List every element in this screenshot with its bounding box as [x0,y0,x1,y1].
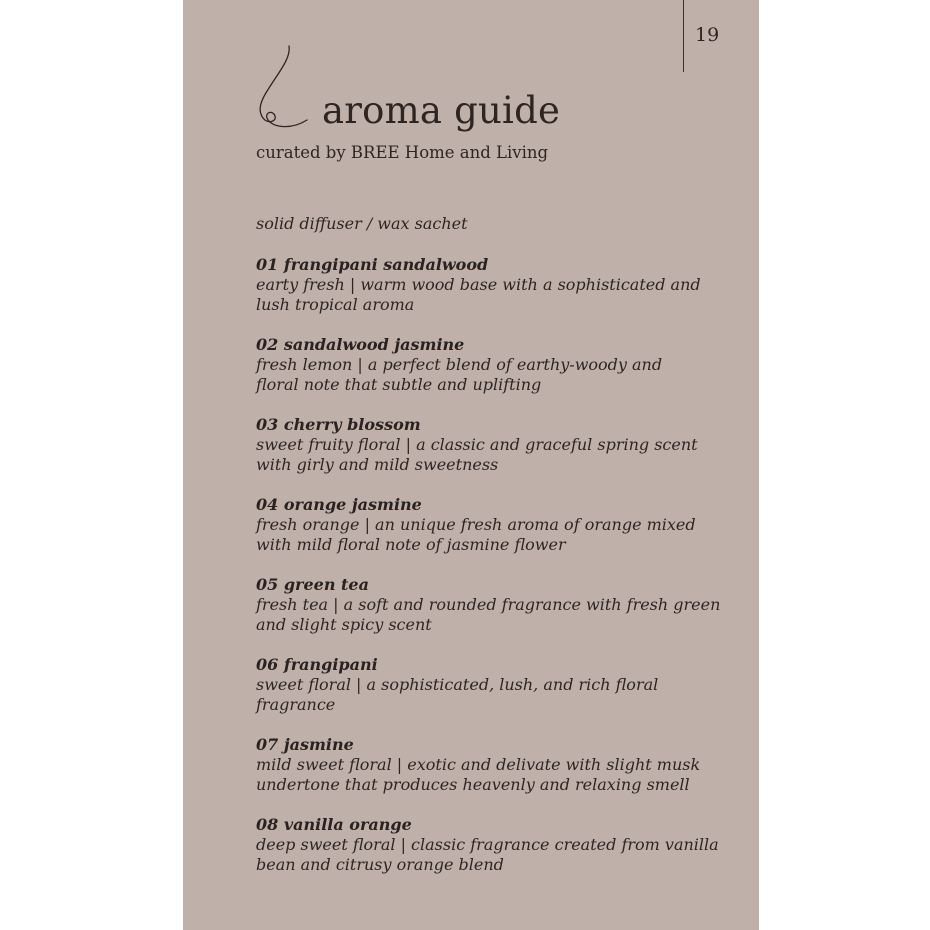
aroma-description: floral note that subtle and uplifting [256,375,542,394]
aroma-description: deep sweet floral | classic fragrance created from vanilla [256,835,719,854]
aroma-description: lush tropical aroma [256,295,415,314]
aroma-description: with girly and mild sweetness [256,455,499,474]
aroma-description: sweet fruity floral | a classic and graceful spring scent [256,435,698,454]
aroma-name: 01 frangipani sandalwood [256,255,489,274]
aroma-description: sweet floral | a sophisticated, lush, and rich floral [256,675,659,694]
aroma-list [256,255,736,895]
aroma-name: 06 frangipani [256,655,378,674]
aroma-description: fresh orange | an unique fresh aroma of orange mixed [256,515,696,534]
aroma-name: 03 cherry blossom [256,415,421,434]
aroma-description: and slight spicy scent [256,615,432,634]
aroma-description: fresh tea | a soft and rounded fragrance with fresh green [256,595,721,614]
aroma-description: fresh lemon | a perfect blend of earthy-woody and [256,355,663,374]
aroma-guide-page [183,0,759,930]
aroma-description: undertone that produces heavenly and relaxing smell [256,775,690,794]
aroma-description: fragrance [256,695,336,714]
aroma-description: earty fresh | warm wood base with a sophisticated and [256,275,701,294]
aroma-item [256,735,736,815]
aroma-item [256,655,736,735]
page-subtitle: curated by BREE Home and Living [256,143,549,162]
aroma-item [256,575,736,655]
aroma-description: with mild floral note of jasmine flower [256,535,566,554]
aroma-name: 02 sandalwood jasmine [256,335,465,354]
product-category: solid diffuser / wax sachet [256,214,468,233]
aroma-description: mild sweet floral | exotic and delivate with slight musk [256,755,701,774]
aroma-item [256,815,736,895]
aroma-name: 08 vanilla orange [256,815,412,834]
aroma-item [256,335,736,415]
nose-line-icon [255,44,311,140]
aroma-item [256,495,736,575]
page-divider [683,0,684,72]
aroma-item [256,255,736,335]
aroma-name: 05 green tea [256,575,369,594]
aroma-name: 04 orange jasmine [256,495,422,514]
aroma-description: bean and citrusy orange blend [256,855,504,874]
page-number: 19 [695,24,720,46]
aroma-item [256,415,736,495]
page-title: aroma guide [322,89,561,132]
aroma-name: 07 jasmine [256,735,354,754]
